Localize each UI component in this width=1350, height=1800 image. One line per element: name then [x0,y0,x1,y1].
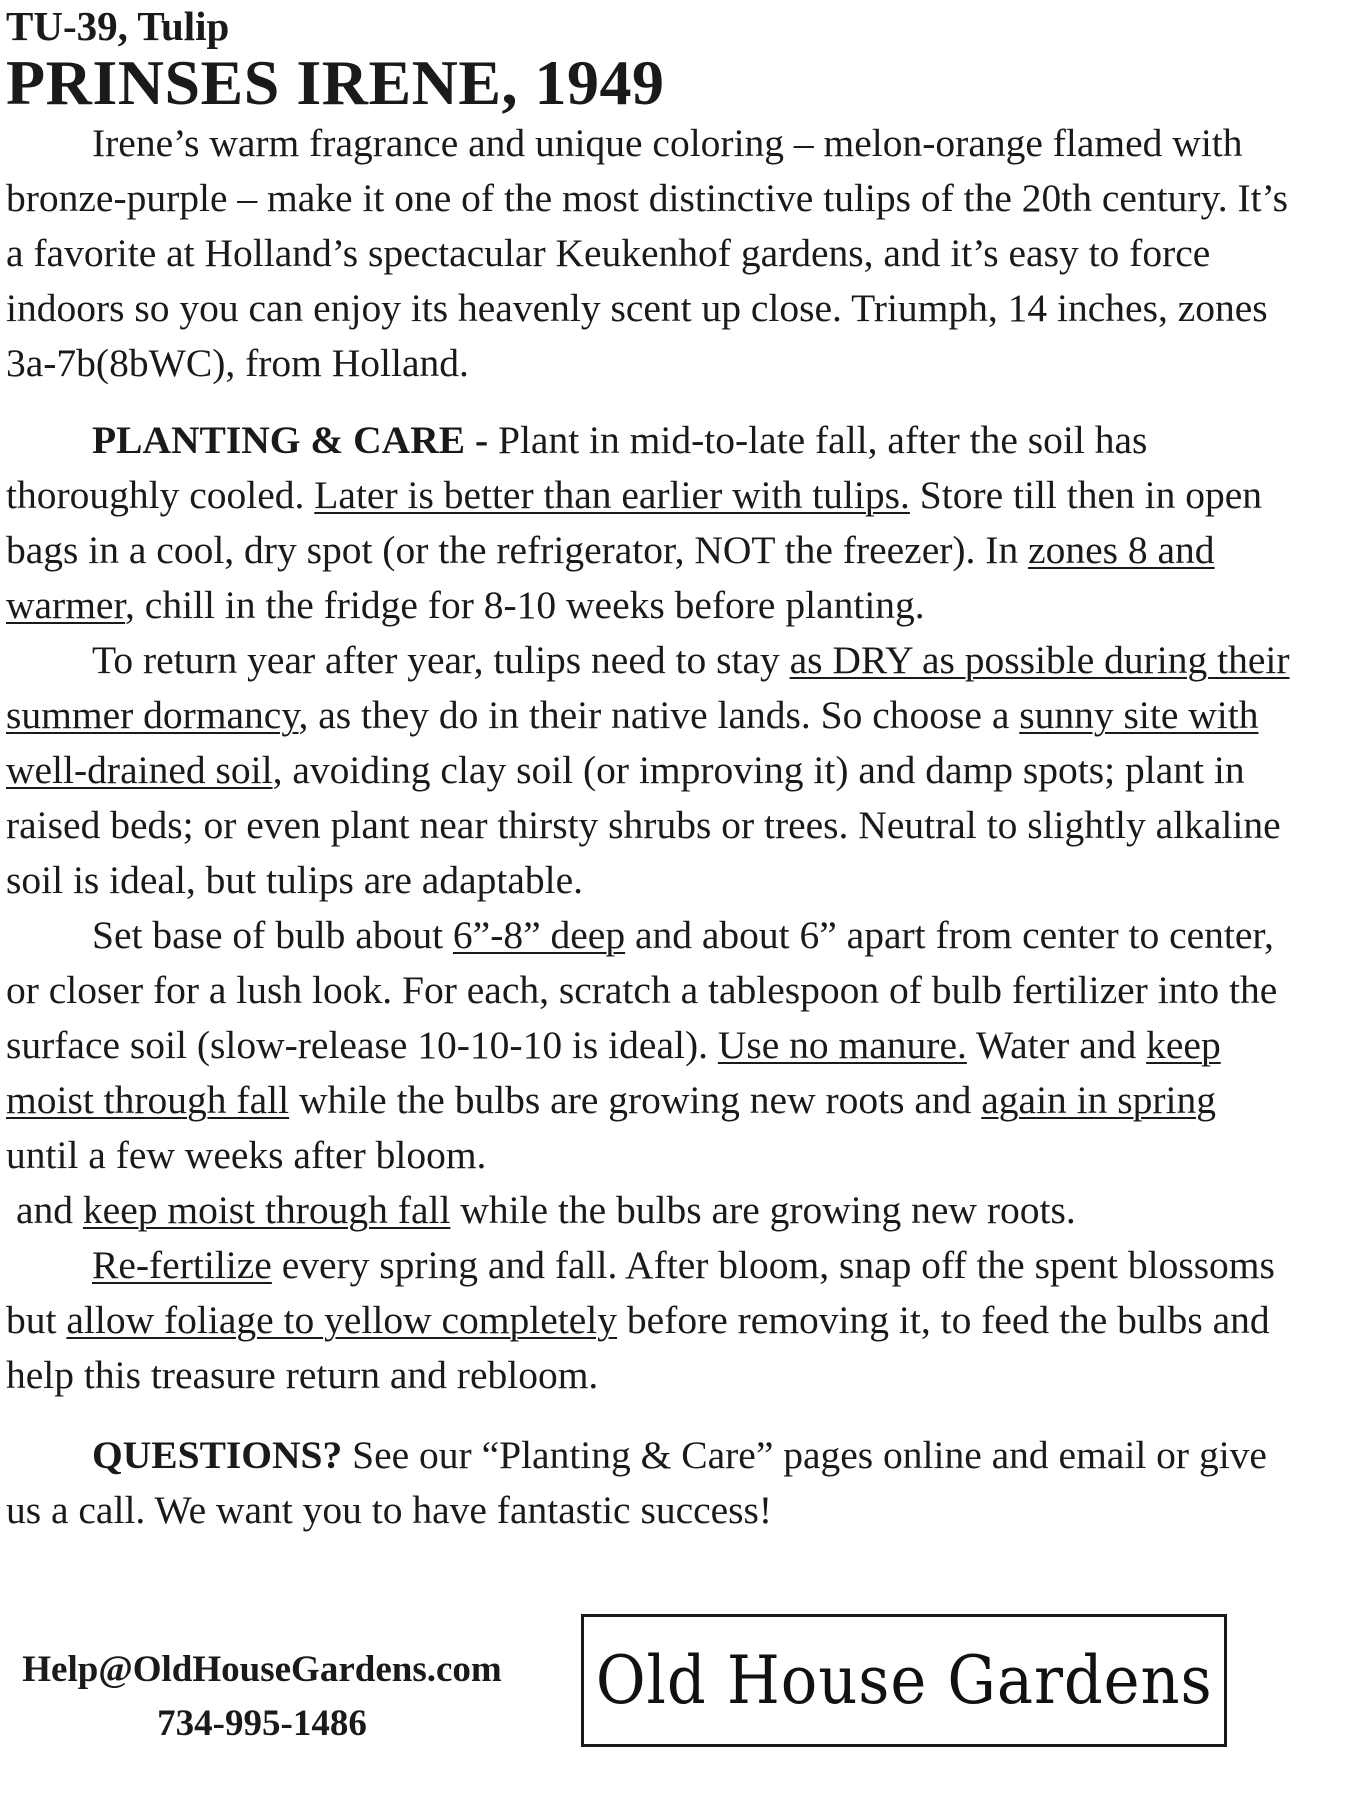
planting-text: every spring and fall. After bloom, snap off the spent blossoms but [6,1243,1275,1342]
underlined-text: Later is better than earlier with tulips. [314,473,910,517]
stray-line [6,1183,1296,1238]
contact-email[interactable]: Help@OldHouseGardens.com [22,1649,502,1690]
planting-heading: PLANTING & CARE - [92,418,489,462]
questions-paragraph [6,1428,1296,1538]
product-code: TU-39, Tulip [6,3,230,49]
planting-text: , avoiding clay soil (or improving it) and damp spots; plant in raised beds; or even plant near thirsty shrubs or trees. Neutral to slightly alkaline soil is ideal, but tulips are adaptable. [6,748,1281,902]
underlined-text: again in spring [981,1078,1217,1122]
planting-text: before removing it, to feed the bulbs and help this treasure return and rebloom. [6,1298,1270,1397]
underlined-text: zones 8 and warmer [6,528,1215,627]
page-title: PRINSES IRENE, 1949 [6,47,665,118]
planting-text: , as they do in their native lands. So choose a [298,693,1020,737]
planting-text: Plant in mid-to-late fall, after the soil has thoroughly cooled. [6,418,1148,517]
planting-text: Set base of bulb about [92,913,453,957]
planting-text: Store till then in open bags in a cool, dry spot (or the refrigerator, NOT the freezer). In [6,473,1263,572]
planting-text: Water and [966,1023,1147,1067]
dormancy-paragraph [6,633,1296,908]
questions-text: See our “Planting & Care” pages online and email or give us a call. We want you to have fantastic success! [6,1433,1267,1532]
planting-text: To return year after year, tulips need to stay [92,638,790,682]
planting-text: and [16,1188,83,1232]
description-paragraph: Irene’s warm fragrance and unique coloring – melon-orange flamed with bronze-purple – make it one of the most distinctive tulips of the 20th century. It’s a favorite at Holland’s spectacular Keukenhof gardens, and it’s easy to force indoors so you can enjoy its heavenly scent up close. Triumph, 14 inches, zones 3a-7b(8bWC), from Holland. [6,121,1288,385]
underlined-text: Re-fertilize [92,1243,272,1287]
questions-heading: QUESTIONS? [92,1433,343,1477]
fertilize-paragraph [6,1238,1296,1403]
underlined-text: allow foliage to yellow completely [66,1298,618,1342]
underlined-text: keep moist through fall [82,1188,451,1232]
contact-block [8,1643,516,1751]
planting-paragraph [6,413,1296,633]
planting-text: while the bulbs are growing new roots and [289,1078,982,1122]
contact-phone[interactable]: 734-995-1486 [157,1703,367,1744]
underlined-text: 6”-8” deep [452,913,626,957]
planting-text: , chill in the fridge for 8-10 weeks before planting. [125,583,925,627]
logo [581,1614,1227,1747]
logo-text: Old House Gardens [595,1642,1213,1719]
underlined-text: as DRY as possible during their summer dormancy [6,638,1290,737]
planting-text: and about 6” apart from center to center, or closer for a lush look. For each, scratch a tablespoon of bulb fertilizer into the surface soil (slow-release 10-10-10 is ideal). [6,913,1278,1067]
underlined-text: keep moist through fall [6,1023,1221,1122]
planting-text: until a few weeks after bloom. [6,1133,487,1177]
underlined-text: Use no manure. [717,1023,967,1067]
document-page [6,0,1296,1538]
footer [0,1605,1350,1775]
depth-paragraph [6,908,1296,1183]
underlined-text: sunny site with well-drained soil [6,693,1259,792]
planting-text: while the bulbs are growing new roots. [450,1188,1076,1232]
